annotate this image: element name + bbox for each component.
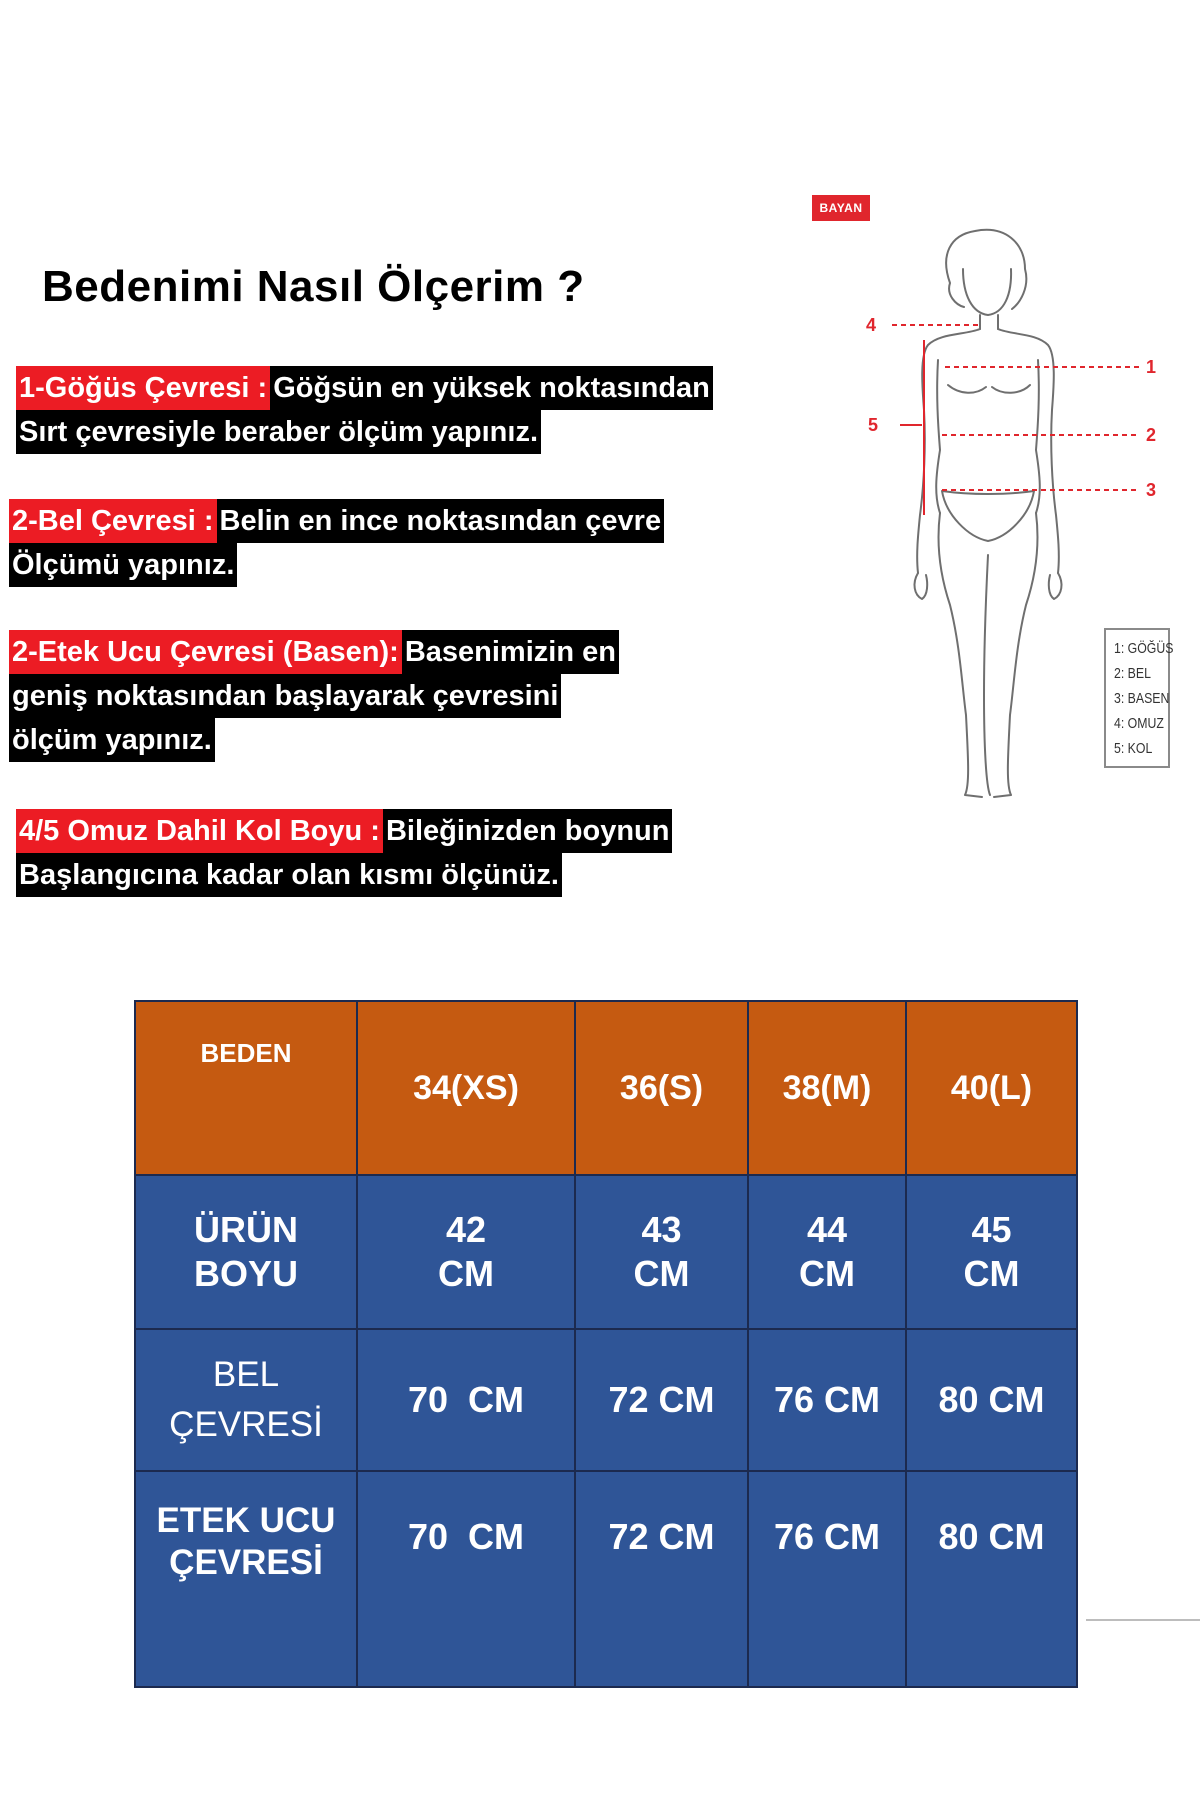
table-cell: 45 CM	[906, 1175, 1077, 1329]
size-header: 40(L)	[906, 1001, 1077, 1175]
size-chart-table	[134, 1000, 1078, 1688]
marker-1: 1	[1146, 357, 1157, 377]
table-row	[135, 1471, 1077, 1687]
marker-5: 5	[868, 415, 879, 435]
table-cell: 43 CM	[575, 1175, 748, 1329]
size-header: 36(S)	[575, 1001, 748, 1175]
legend-item: 4: OMUZ	[1114, 715, 1164, 732]
hip-text-line: ölçüm yapınız.	[9, 718, 215, 762]
table-row	[135, 1175, 1077, 1329]
row-header-waist: BEL ÇEVRESİ	[135, 1329, 357, 1471]
page-title: Bedenimi Nasıl Ölçerim ?	[42, 262, 585, 311]
chest-label: 1-Göğüs Çevresi :	[16, 366, 270, 410]
waist-text-line: Ölçümü yapınız.	[9, 543, 237, 587]
table-cell: 72 CM	[575, 1471, 748, 1687]
instruction-hip	[9, 630, 619, 762]
marker-3: 3	[1146, 480, 1157, 500]
table-cell: 80 CM	[906, 1471, 1077, 1687]
legend-item: 3: BASEN	[1114, 690, 1170, 707]
table-row	[135, 1329, 1077, 1471]
sleeve-text-line: Bileğinizden boynun	[383, 809, 673, 853]
table-cell: 42 CM	[357, 1175, 575, 1329]
table-cell: 70 CM	[357, 1471, 575, 1687]
size-header: 34(XS)	[357, 1001, 575, 1175]
hip-label: 2-Etek Ucu Çevresi (Basen):	[9, 630, 402, 674]
waist-label: 2-Bel Çevresi :	[9, 499, 217, 543]
table-cell: 76 CM	[748, 1471, 906, 1687]
marker-4: 4	[866, 315, 877, 335]
legend-item: 1: GÖĞÜS	[1114, 640, 1174, 657]
row-header-hem: ETEK UCU ÇEVRESİ	[135, 1471, 357, 1687]
chest-text-line: Sırt çevresiyle beraber ölçüm yapınız.	[16, 410, 541, 454]
waist-text-line: Belin en ince noktasından çevre	[217, 499, 665, 543]
instruction-sleeve	[16, 809, 672, 897]
measurement-legend	[1104, 628, 1174, 768]
marker-2: 2	[1146, 425, 1157, 445]
sleeve-text-line: Başlangıcına kadar olan kısmı ölçünüz.	[16, 853, 562, 897]
hip-text-line: geniş noktasından başlayarak çevresini	[9, 674, 561, 718]
table-cell: 44 CM	[748, 1175, 906, 1329]
gender-badge: BAYAN	[812, 195, 870, 221]
table-cell: 70 CM	[357, 1329, 575, 1471]
legend-item: 5: KOL	[1114, 740, 1153, 757]
table-cell: 76 CM	[748, 1329, 906, 1471]
chest-text-line: Göğsün en yüksek noktasından	[270, 366, 713, 410]
hip-text-line: Basenimizin en	[402, 630, 619, 674]
table-cell: 72 CM	[575, 1329, 748, 1471]
instruction-chest	[16, 366, 713, 454]
sleeve-label: 4/5 Omuz Dahil Kol Boyu :	[16, 809, 383, 853]
size-header: 38(M)	[748, 1001, 906, 1175]
table-header-row	[135, 1001, 1077, 1175]
table-cell: 80 CM	[906, 1329, 1077, 1471]
divider	[1086, 1619, 1200, 1621]
size-corner-header: BEDEN	[135, 1001, 357, 1175]
legend-item: 2: BEL	[1114, 665, 1151, 682]
row-header-product-length: ÜRÜN BOYU	[135, 1175, 357, 1329]
instruction-waist	[9, 499, 664, 587]
